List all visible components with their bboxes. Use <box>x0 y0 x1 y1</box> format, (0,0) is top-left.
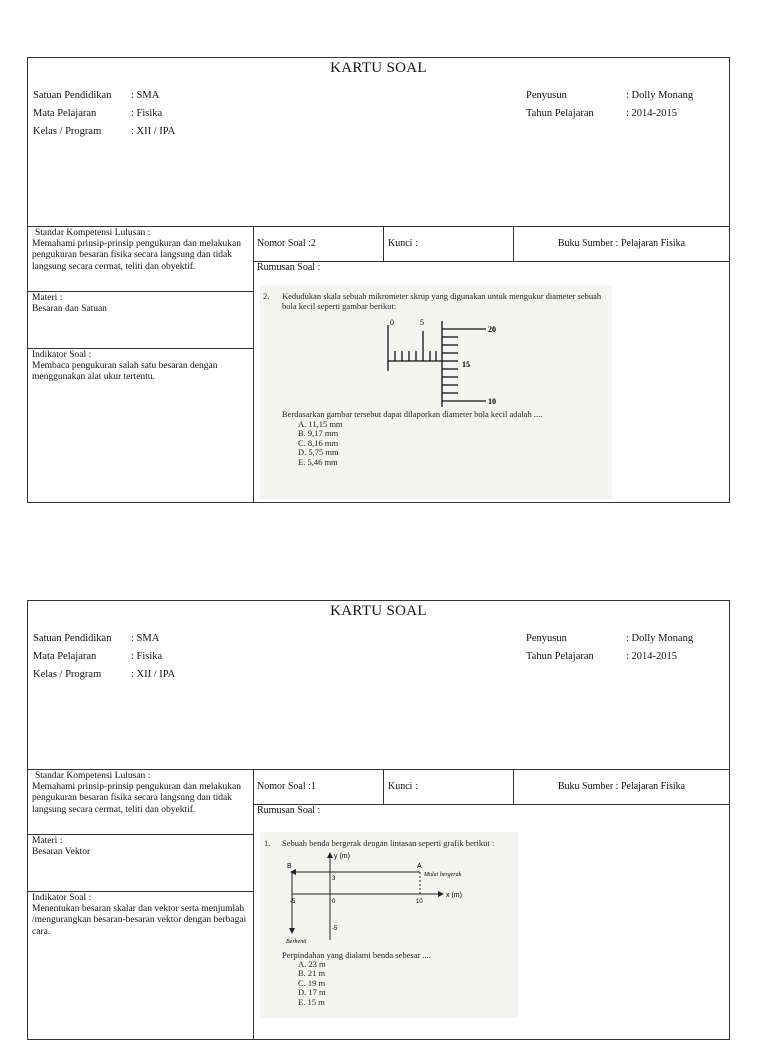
start-label: Mulai bergerak <box>424 872 462 878</box>
kelas-value: : XII / IPA <box>131 669 176 680</box>
satuan-value: : SMA <box>131 633 160 644</box>
rumusan-soal-label: Rumusan Soal : <box>257 262 321 273</box>
divider <box>28 834 253 835</box>
displacement-graph <box>280 850 490 946</box>
option-d: D. 5,75 mm <box>298 447 339 458</box>
penyusun-value: : Dolly Monang <box>626 90 694 101</box>
option-a: A. 23 m <box>298 959 326 969</box>
skl-cell <box>28 228 253 273</box>
micrometer-diagram <box>378 313 498 409</box>
card-table <box>28 769 729 1039</box>
materi-text: Besaran dan Satuan <box>32 304 107 315</box>
mapel-label: Mata Pelajaran <box>33 651 97 662</box>
nomor-soal: Nomor Soal :2 <box>257 238 316 249</box>
option-e: E. 5,46 mm <box>298 456 338 467</box>
kunci: Kunci : <box>383 770 513 804</box>
question-number: 2. <box>263 291 270 301</box>
tick-neg5: -5 <box>290 899 296 905</box>
indikator-label: Indikator Soal : <box>32 893 92 903</box>
card-identity-left <box>33 87 175 141</box>
materi-label: Materi : <box>32 836 63 846</box>
option-b: B. 9,17 mm <box>298 428 339 439</box>
card-identity-right <box>526 87 693 123</box>
question-header <box>253 770 729 805</box>
left-column <box>28 227 254 502</box>
tahun-label: Tahun Pelajaran <box>526 108 594 119</box>
option-c: C. 8,16 mm <box>298 437 339 448</box>
buku-sumber: Buku Sumber : Pelajaran Fisika <box>513 770 729 804</box>
tick-3: 3 <box>332 876 336 882</box>
card-title: KARTU SOAL <box>330 603 427 619</box>
indikator-text: Menentukan besaran skalar dan vektor serta menjumlah /mengurangkan besaran-besaran vektor dengan berbagai cara. <box>32 904 247 937</box>
divider <box>28 291 253 292</box>
materi-cell <box>28 836 253 858</box>
kartu-soal-card-2 <box>27 600 730 1040</box>
question-after: Perpindahan yang dialami benda sebesar .... <box>282 950 431 960</box>
question-text: Kedudukan skala sebuah mikrometer skrup yang digunakan untuk mengukur diameter sebuah bola kecil seperti gambar berikut: <box>282 291 602 311</box>
option-d: D. 17 m <box>298 987 326 998</box>
card-identity-right <box>526 630 693 666</box>
tick-y-neg5: -5 <box>332 926 338 932</box>
nomor-soal: Nomor Soal :1 <box>257 781 316 792</box>
tahun-label: Tahun Pelajaran <box>526 651 594 662</box>
question-number: 1. <box>264 838 271 848</box>
skl-label: Standar Kompetensi Lulusan : <box>35 228 151 238</box>
mapel-value: : Fisika <box>131 651 163 662</box>
point-b: B <box>287 863 292 870</box>
card-title: KARTU SOAL <box>330 60 427 76</box>
scale-label-15: 15 <box>462 360 470 369</box>
scale-label-0: 0 <box>390 318 394 327</box>
kelas-label: Kelas / Program <box>33 669 102 680</box>
mapel-label: Mata Pelajaran <box>33 108 97 119</box>
point-a: A <box>417 863 422 870</box>
kelas-label: Kelas / Program <box>33 126 102 137</box>
kelas-value: : XII / IPA <box>131 126 176 137</box>
scale-label-10: 10 <box>488 397 496 406</box>
skl-text: Memahami prinsip-prinsip pengukuran dan melakukan pengukuran besaran fisika secara langsung dan tidak langsung secara cermat, teliti dan obyektif. <box>32 239 241 272</box>
satuan-value: : SMA <box>131 90 160 101</box>
end-label: Berhenti <box>286 939 307 945</box>
scale-label-20: 20 <box>488 325 496 334</box>
skl-label: Standar Kompetensi Lulusan : <box>35 771 151 781</box>
option-a: A. 11,15 mm <box>298 419 343 429</box>
materi-label: Materi : <box>32 293 63 303</box>
buku-sumber: Buku Sumber : Pelajaran Fisika <box>513 227 729 261</box>
tahun-value: : 2014-2015 <box>626 651 678 662</box>
question-scan-micrometer <box>260 285 612 499</box>
left-column <box>28 770 254 1039</box>
graph-y-label: y (m) <box>334 853 350 860</box>
question-text: Sebuah benda bergerak dengan lintasan seperti grafik berikut : <box>282 838 495 848</box>
question-scan-vector-graph <box>260 832 518 1018</box>
indikator-text: Membaca pengukuran salah satu besaran dengan menggunakan alat ukur tertentu. <box>32 361 218 383</box>
divider <box>28 348 253 349</box>
options-list <box>298 420 343 467</box>
indikator-cell <box>28 350 253 384</box>
penyusun-label: Penyusun <box>526 633 567 644</box>
card-table <box>28 226 729 502</box>
mapel-value: : Fisika <box>131 108 163 119</box>
divider <box>28 891 253 892</box>
penyusun-label: Penyusun <box>526 90 567 101</box>
tick-0: 0 <box>332 899 336 905</box>
question-header <box>253 227 729 262</box>
materi-cell <box>28 293 253 315</box>
kunci: Kunci : <box>383 227 513 261</box>
card-identity-left <box>33 630 175 684</box>
indikator-label: Indikator Soal : <box>32 350 92 360</box>
option-e: E. 15 m <box>298 996 325 1007</box>
tick-10: 10 <box>416 899 423 905</box>
indikator-cell <box>28 893 253 938</box>
skl-cell <box>28 771 253 816</box>
satuan-label: Satuan Pendidikan <box>33 633 112 644</box>
satuan-label: Satuan Pendidikan <box>33 90 112 101</box>
graph-x-label: x (m) <box>446 892 462 899</box>
scale-label-5: 5 <box>420 318 424 327</box>
options-list <box>298 960 326 1007</box>
option-c: C. 19 m <box>298 977 326 988</box>
rumusan-soal-label: Rumusan Soal : <box>257 805 321 816</box>
penyusun-value: : Dolly Monang <box>626 633 694 644</box>
skl-text: Memahami prinsip-prinsip pengukuran dan melakukan pengukuran besaran fisika secara langsung dan tidak langsung secara cermat, teliti dan obyektif. <box>32 782 241 815</box>
kartu-soal-card-1 <box>27 57 730 503</box>
option-b: B. 21 m <box>298 968 326 979</box>
materi-text: Besaran Vektor <box>32 847 91 858</box>
tahun-value: : 2014-2015 <box>626 108 678 119</box>
question-after: Berdasarkan gambar tersebut dapat dilaporkan diameter bola kecil adalah .... <box>282 409 543 419</box>
